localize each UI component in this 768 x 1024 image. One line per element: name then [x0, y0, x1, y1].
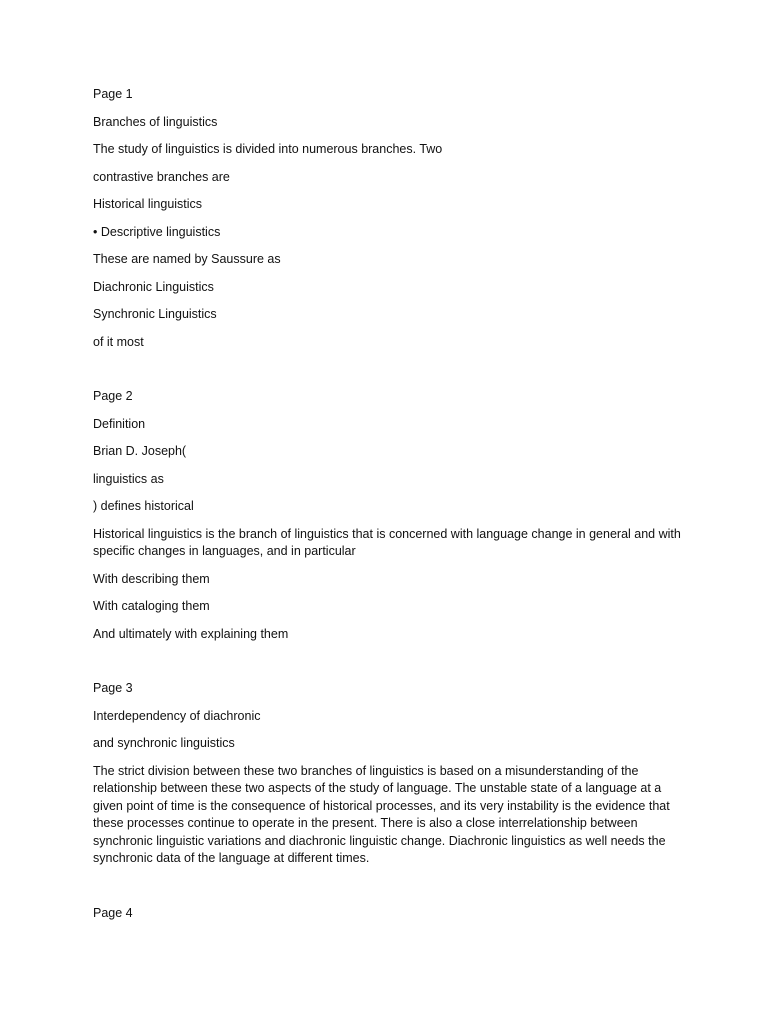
page-label: Page 1	[93, 87, 133, 101]
page-label: Page 2	[93, 389, 133, 403]
page-label: Page 3	[93, 681, 133, 695]
section-spacer	[93, 361, 683, 388]
section-title: Interdependency of diachronic	[93, 708, 261, 723]
text-line: These are named by Saussure as	[93, 252, 281, 266]
page-section-1	[93, 86, 683, 351]
text-line: Diachronic Linguistics	[93, 279, 214, 294]
body-paragraph: The strict division between these two branches of linguistics is based on a misunderstanding of the relationship between these two aspects of the study of language. The unstable state of a language at a given point of time is the consequence of historical processes, and its very instability is the evidence that these processes continue to operate in the present. There is also a close interrelationship between synchronic linguistic variations and diachronic linguistic change. Diachronic linguistics as well needs the synchronic data of the language at different times.	[93, 763, 670, 865]
section-title: Definition	[93, 416, 146, 431]
definition-paragraph: Historical linguistics is the branch of linguistics that is concerned with language change in general and with specific changes in languages, and in particular	[93, 526, 681, 558]
text-line: ) defines historical	[93, 499, 194, 513]
page-section-3	[93, 680, 683, 868]
text-line: With cataloging them	[93, 599, 210, 613]
text-line: With describing them	[93, 571, 210, 586]
text-line: Historical linguistics	[93, 197, 203, 211]
section-spacer	[93, 878, 683, 905]
page-section-2	[93, 388, 683, 643]
document-body	[93, 86, 683, 932]
text-line: Brian D. Joseph(	[93, 444, 187, 458]
text-line: linguistics as	[93, 471, 164, 486]
page-section-4	[93, 905, 683, 923]
text-line: contrastive branches are	[93, 169, 230, 184]
text-line: of it most	[93, 334, 144, 349]
text-line: The study of linguistics is divided into numerous branches. Two	[93, 142, 443, 156]
section-title: and synchronic linguistics	[93, 736, 235, 750]
section-spacer	[93, 653, 683, 680]
page-label: Page 4	[93, 905, 133, 920]
text-line: Synchronic Linguistics	[93, 307, 217, 321]
section-title: Branches of linguistics	[93, 114, 218, 129]
text-line: And ultimately with explaining them	[93, 626, 289, 641]
bullet-line: • Descriptive linguistics	[93, 224, 221, 239]
